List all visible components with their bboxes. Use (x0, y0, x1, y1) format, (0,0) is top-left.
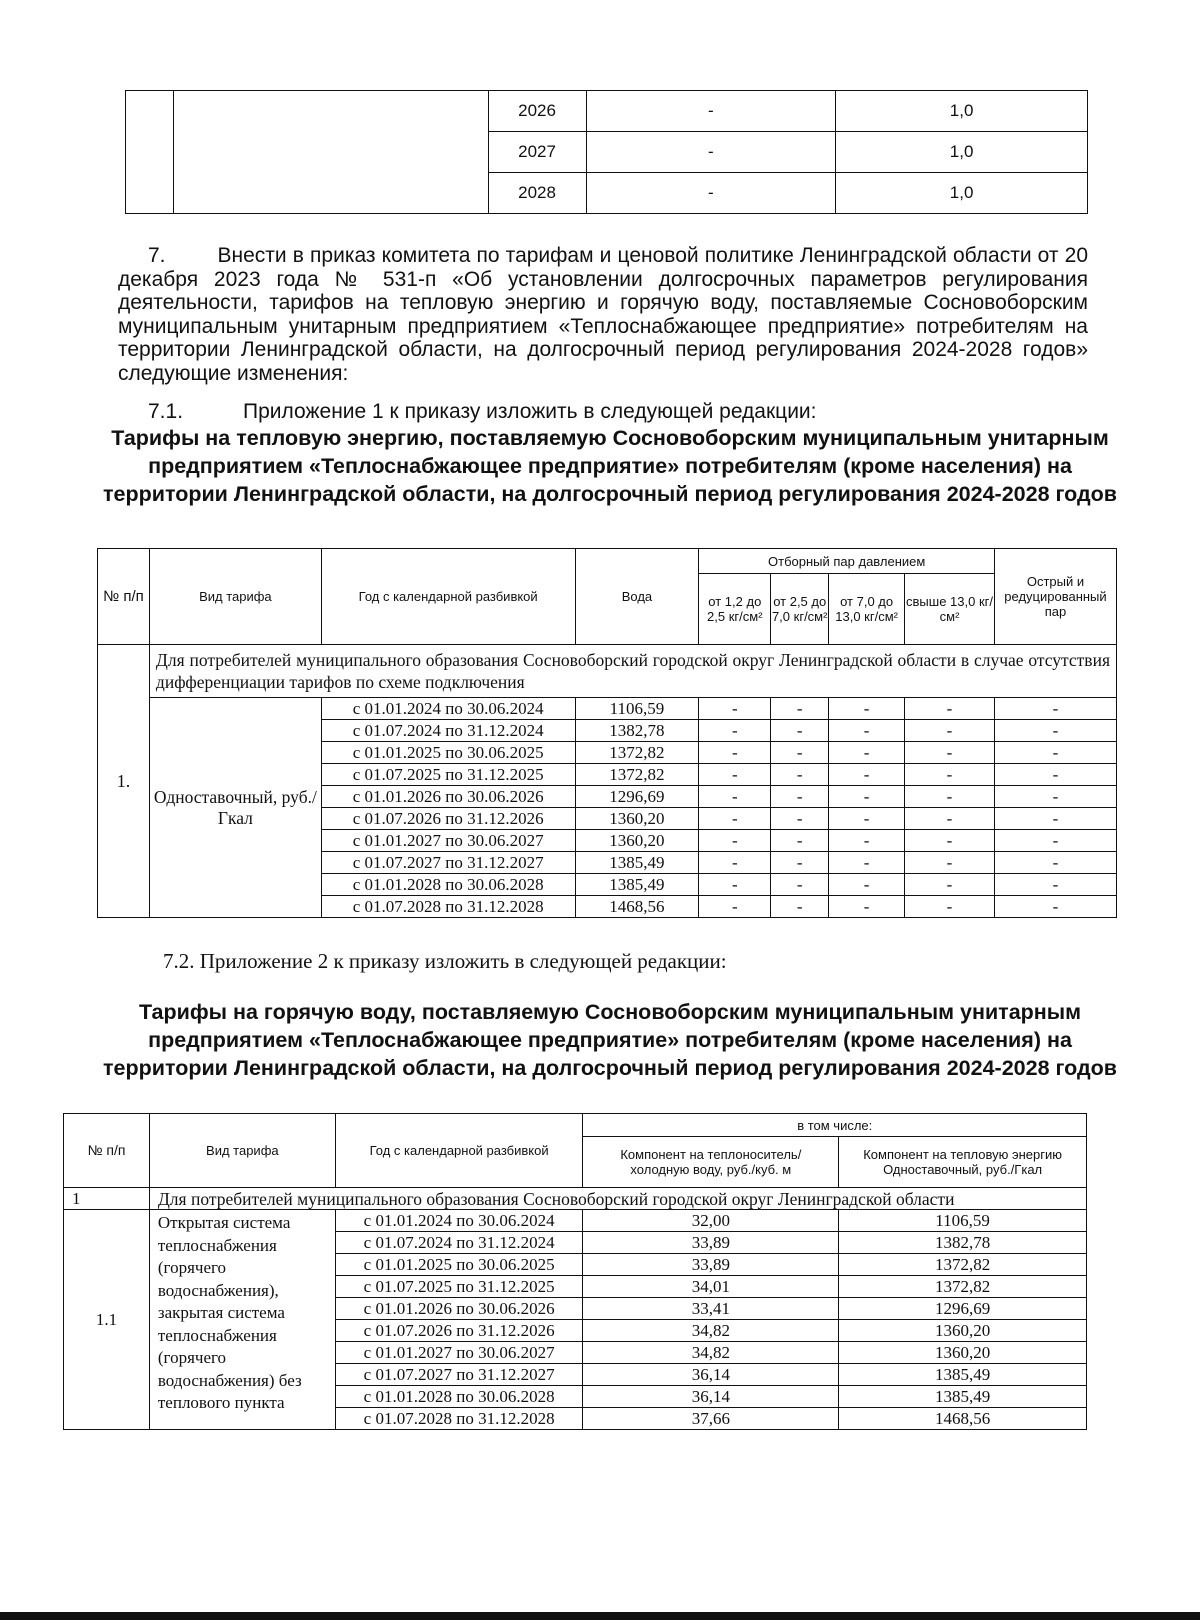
steam-cell: - (829, 720, 905, 742)
water-cell: 1385,49 (575, 874, 699, 896)
period-cell: с 01.07.2025 по 31.12.2025 (321, 764, 575, 786)
period-cell: с 01.01.2026 по 30.06.2026 (321, 786, 575, 808)
period-cell: с 01.01.2027 по 30.06.2027 (335, 1342, 583, 1364)
value-cell: - (586, 173, 836, 214)
heat-component-cell: 1468,56 (839, 1408, 1087, 1430)
water-component-cell: 37,66 (583, 1408, 839, 1430)
steam-cell: - (771, 786, 829, 808)
sharp-steam-cell: - (994, 896, 1116, 918)
steam-cell: - (829, 698, 905, 720)
period-cell: с 01.01.2025 по 30.06.2025 (321, 742, 575, 764)
group-number: 1 (64, 1188, 150, 1210)
year-cell: 2026 (488, 91, 586, 132)
steam-cell: - (829, 852, 905, 874)
table2-title: Тарифы на горячую воду, поставляемую Сосновоборским муниципальным унитарным предприятием «Теплоснабжающее предприятие» потребителям (кроме населения) на территории Ленинградской области, на долгосрочный период регулирования 2024-2028 годов (102, 1000, 1118, 1080)
period-cell: с 01.07.2024 по 31.12.2024 (321, 720, 575, 742)
section-7-number: 7. (148, 244, 166, 267)
empty-cell (126, 91, 174, 214)
steam-cell: - (699, 786, 771, 808)
steam-cell: - (699, 764, 771, 786)
period-cell: с 01.01.2027 по 30.06.2027 (321, 830, 575, 852)
period-cell: с 01.07.2024 по 31.12.2024 (335, 1232, 583, 1254)
steam-cell: - (771, 874, 829, 896)
section-7-text: Внести в приказ комитета по тарифам и ценовой политике Ленинградской области от 20 декабря 2023 года № 531-п «Об установлении долгосрочных параметров регулирования деятельности, тарифов на тепловую энергию и горячую воду, поставляемые Сосновоборским муниципальным унитарным предприятием «Теплоснабжающее предприятие» потребителям на территории Ленинградской области, на долгосрочный период регулирования 2024-2028 годов» следующие изменения: (118, 244, 1088, 385)
steam-cell: - (905, 698, 995, 720)
period-cell: с 01.01.2024 по 30.06.2024 (321, 698, 575, 720)
col-header-num: № п/п (64, 1114, 150, 1188)
period-cell: с 01.01.2028 по 30.06.2028 (335, 1386, 583, 1408)
steam-cell: - (829, 764, 905, 786)
steam-cell: - (829, 808, 905, 830)
steam-cell: - (829, 896, 905, 918)
water-cell: 1385,49 (575, 852, 699, 874)
col-header-tariff: Вид тарифа (149, 549, 321, 645)
col-header-steam-4: свыше 13,0 кг/см² (905, 574, 995, 645)
steam-cell: - (905, 742, 995, 764)
heat-component-cell: 1372,82 (839, 1276, 1087, 1298)
table-row (126, 91, 1088, 132)
col-header-including: в том числе: (583, 1114, 1087, 1137)
steam-cell: - (905, 720, 995, 742)
sub-group-number: 1.1 (64, 1210, 150, 1430)
steam-cell: - (829, 830, 905, 852)
heat-component-cell: 1372,82 (839, 1254, 1087, 1276)
period-cell: с 01.07.2026 по 31.12.2026 (321, 808, 575, 830)
value-cell: 1,0 (836, 173, 1088, 214)
period-cell: с 01.01.2024 по 30.06.2024 (335, 1210, 583, 1232)
water-component-cell: 34,82 (583, 1342, 839, 1364)
col-header-heat-component: Компонент на тепловую энергию Одноставочный, руб./Гкал (839, 1137, 1087, 1188)
section-7-1 (118, 400, 1088, 424)
table1-title: Тарифы на тепловую энергию, поставляемую Сосновоборским муниципальным унитарным предприятием «Теплоснабжающее предприятие» потребителям (кроме населения) на территории Ленинградской области, на долгосрочный период регулирования 2024-2028 годов (102, 426, 1118, 506)
steam-cell: - (699, 874, 771, 896)
heat-component-cell: 1106,59 (839, 1210, 1087, 1232)
heat-component-cell: 1296,69 (839, 1298, 1087, 1320)
steam-cell: - (905, 808, 995, 830)
water-cell: 1382,78 (575, 720, 699, 742)
continued-table (125, 90, 1088, 214)
sharp-steam-cell: - (994, 698, 1116, 720)
water-component-cell: 36,14 (583, 1386, 839, 1408)
value-cell: - (586, 91, 836, 132)
group-row (98, 645, 1117, 698)
steam-cell: - (771, 720, 829, 742)
period-cell: с 01.07.2027 по 31.12.2027 (335, 1364, 583, 1386)
steam-cell: - (699, 808, 771, 830)
section-7-1-number: 7.1. (148, 400, 184, 423)
sharp-steam-cell: - (994, 830, 1116, 852)
steam-cell: - (771, 830, 829, 852)
period-cell: с 01.01.2026 по 30.06.2026 (335, 1298, 583, 1320)
heat-tariff-table (97, 548, 1117, 918)
year-cell: 2027 (488, 132, 586, 173)
steam-cell: - (829, 874, 905, 896)
section-7-2: 7.2. Приложение 2 к приказу изложить в следующей редакции: (163, 949, 727, 973)
year-cell: 2028 (488, 173, 586, 214)
water-cell: 1360,20 (575, 830, 699, 852)
steam-cell: - (699, 742, 771, 764)
water-component-cell: 34,01 (583, 1276, 839, 1298)
period-cell: с 01.07.2027 по 31.12.2027 (321, 852, 575, 874)
sharp-steam-cell: - (994, 720, 1116, 742)
empty-cell (173, 91, 488, 214)
group-number: 1. (98, 645, 150, 918)
period-cell: с 01.07.2028 по 31.12.2028 (321, 896, 575, 918)
steam-cell: - (829, 742, 905, 764)
col-header-period: Год с календарной разбивкой (335, 1114, 583, 1188)
steam-cell: - (905, 830, 995, 852)
col-header-water-component: Компонент на теплоноситель/холодную воду, руб./куб. м (583, 1137, 839, 1188)
hot-water-tariff-table (63, 1113, 1087, 1430)
col-header-water: Вода (575, 549, 699, 645)
water-component-cell: 32,00 (583, 1210, 839, 1232)
col-header-steam-2: от 2,5 до 7,0 кг/см² (771, 574, 829, 645)
value-cell: 1,0 (836, 91, 1088, 132)
steam-cell: - (771, 742, 829, 764)
scan-edge-bar (0, 1612, 1200, 1620)
steam-cell: - (905, 852, 995, 874)
water-cell: 1360,20 (575, 808, 699, 830)
water-component-cell: 34,82 (583, 1320, 839, 1342)
water-cell: 1106,59 (575, 698, 699, 720)
sharp-steam-cell: - (994, 852, 1116, 874)
col-header-num: № п/п (98, 549, 150, 645)
steam-cell: - (905, 764, 995, 786)
water-cell: 1468,56 (575, 896, 699, 918)
col-header-sharp-steam: Острый и редуцированный пар (994, 549, 1116, 645)
table-row (98, 698, 1117, 720)
value-cell: 1,0 (836, 132, 1088, 173)
sharp-steam-cell: - (994, 808, 1116, 830)
group-row (64, 1188, 1087, 1210)
water-component-cell: 33,41 (583, 1298, 839, 1320)
period-cell: с 01.07.2026 по 31.12.2026 (335, 1320, 583, 1342)
value-cell: - (586, 132, 836, 173)
steam-cell: - (771, 698, 829, 720)
water-cell: 1372,82 (575, 742, 699, 764)
section-7-1-text: Приложение 1 к приказу изложить в следующей редакции: (243, 400, 817, 423)
section-7-paragraph (118, 244, 1088, 385)
steam-cell: - (905, 786, 995, 808)
group-description: Для потребителей муниципального образования Сосновоборский городской округ Ленинградской области (149, 1188, 1086, 1210)
period-cell: с 01.07.2025 по 31.12.2025 (335, 1276, 583, 1298)
steam-cell: - (905, 874, 995, 896)
col-header-steam-group: Отборный пар давлением (699, 549, 995, 574)
water-cell: 1296,69 (575, 786, 699, 808)
table-row (64, 1210, 1087, 1232)
steam-cell: - (905, 896, 995, 918)
water-component-cell: 33,89 (583, 1254, 839, 1276)
steam-cell: - (699, 698, 771, 720)
header-row (64, 1114, 1087, 1137)
sharp-steam-cell: - (994, 874, 1116, 896)
steam-cell: - (829, 786, 905, 808)
steam-cell: - (771, 896, 829, 918)
sharp-steam-cell: - (994, 742, 1116, 764)
steam-cell: - (699, 852, 771, 874)
group-description: Для потребителей муниципального образования Сосновоборский городской округ Ленинградской области в случае отсутствия дифференциации тарифов по схеме подключения (149, 645, 1116, 698)
period-cell: с 01.01.2028 по 30.06.2028 (321, 874, 575, 896)
steam-cell: - (771, 764, 829, 786)
water-cell: 1372,82 (575, 764, 699, 786)
period-cell: с 01.07.2028 по 31.12.2028 (335, 1408, 583, 1430)
steam-cell: - (699, 896, 771, 918)
col-header-tariff: Вид тарифа (149, 1114, 335, 1188)
period-cell: с 01.01.2025 по 30.06.2025 (335, 1254, 583, 1276)
water-component-cell: 36,14 (583, 1364, 839, 1386)
col-header-steam-1: от 1,2 до 2,5 кг/см² (699, 574, 771, 645)
heat-component-cell: 1360,20 (839, 1342, 1087, 1364)
steam-cell: - (699, 830, 771, 852)
heat-component-cell: 1382,78 (839, 1232, 1087, 1254)
steam-cell: - (771, 808, 829, 830)
heat-component-cell: 1385,49 (839, 1364, 1087, 1386)
col-header-steam-3: от 7,0 до 13,0 кг/см² (829, 574, 905, 645)
sharp-steam-cell: - (994, 786, 1116, 808)
tariff-type-cell: Открытая система теплоснабжения (горячего водоснабжения), закрытая система теплоснабжения (горячего водоснабжения) без теплового пункта (149, 1210, 335, 1430)
heat-component-cell: 1385,49 (839, 1386, 1087, 1408)
tariff-type-cell: Одноставочный, руб./Гкал (149, 698, 321, 918)
col-header-period: Год с календарной разбивкой (321, 549, 575, 645)
header-row (98, 549, 1117, 574)
heat-component-cell: 1360,20 (839, 1320, 1087, 1342)
sharp-steam-cell: - (994, 764, 1116, 786)
steam-cell: - (699, 720, 771, 742)
water-component-cell: 33,89 (583, 1232, 839, 1254)
steam-cell: - (771, 852, 829, 874)
